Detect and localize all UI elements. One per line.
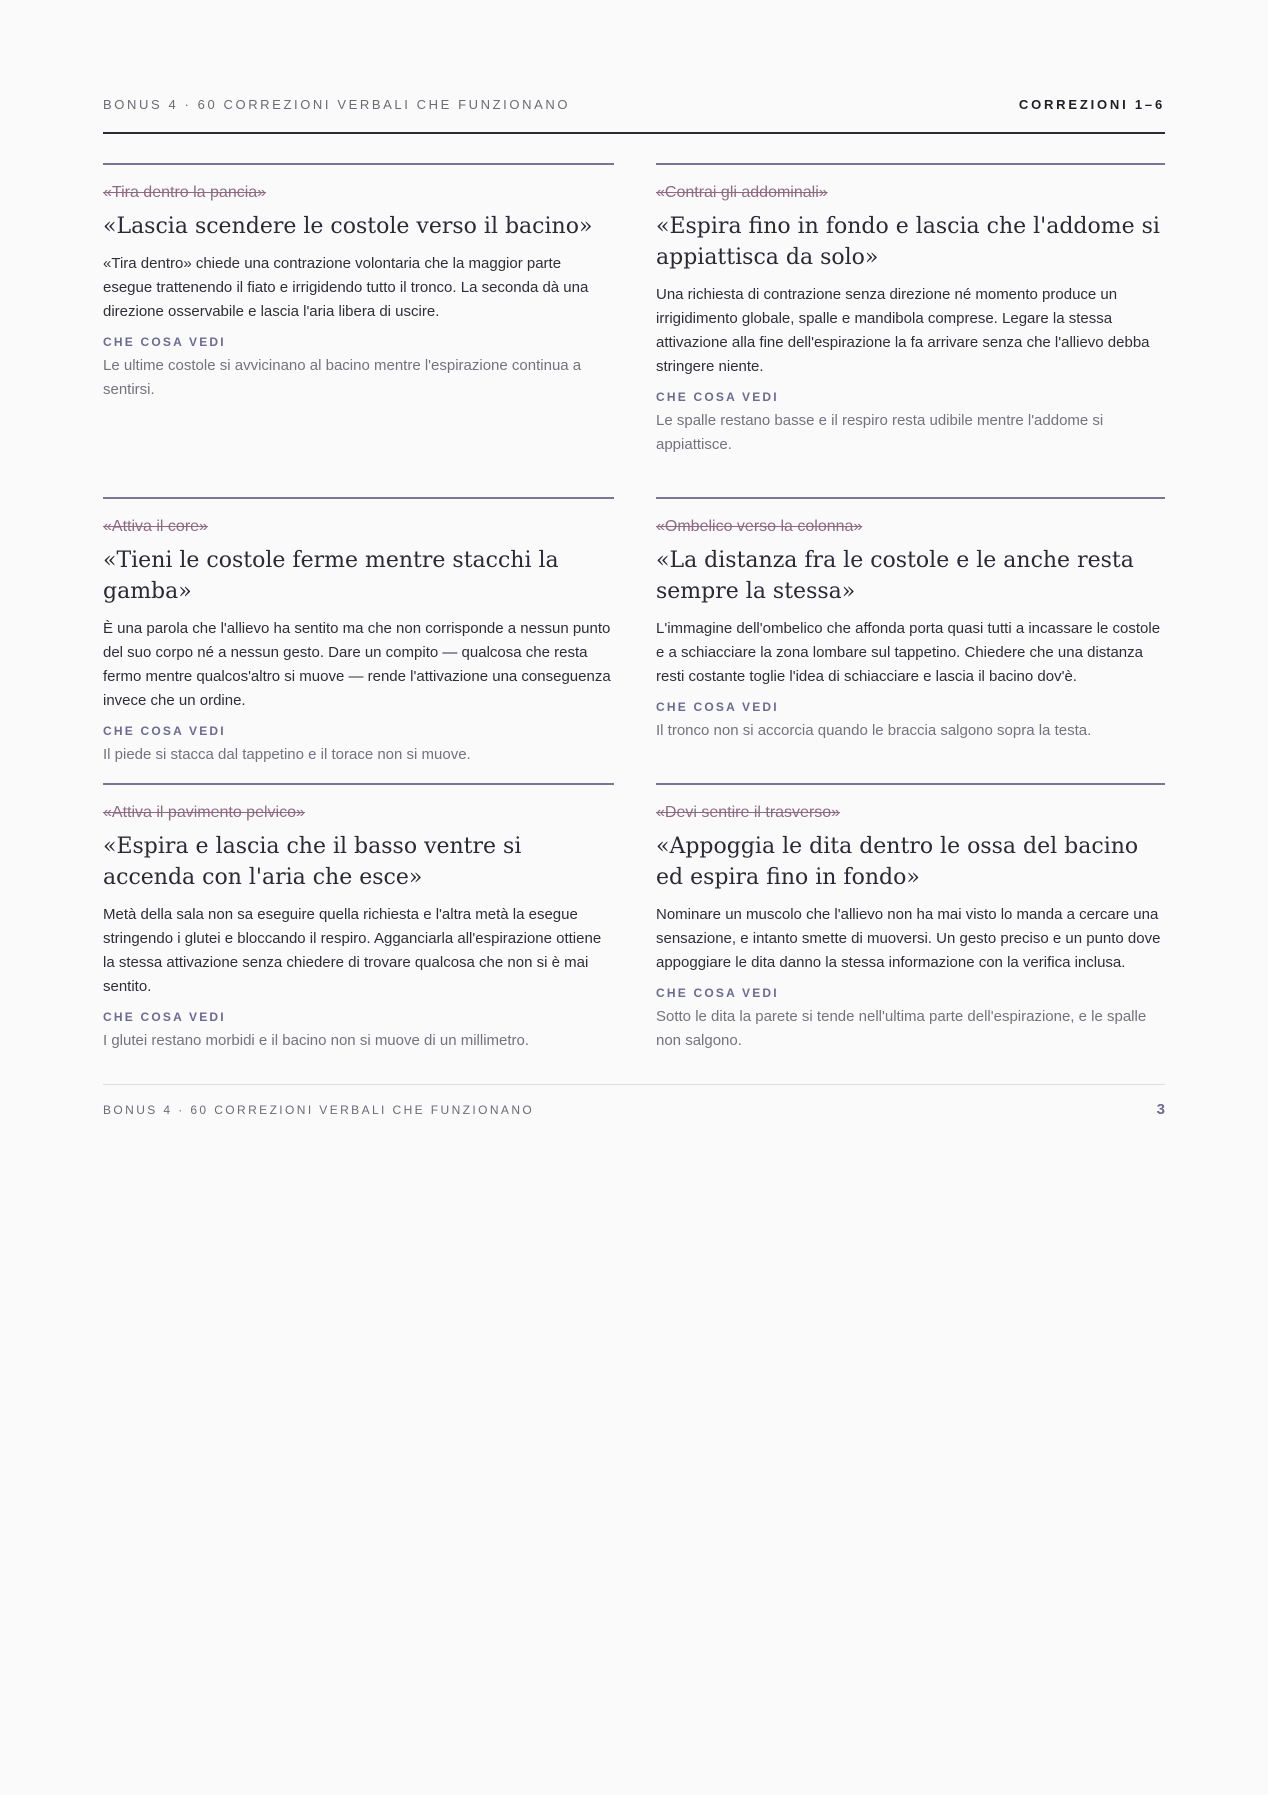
correct-cue: «Espira e lascia che il basso ventre si accenda con l'aria che esce» — [103, 834, 522, 890]
correction-card-3 — [103, 497, 614, 767]
explanation: L'immagine dell'ombelico che affonda porta quasi tutti a incassare le costole e a schiacciare la zona lombare sul tappetino. Chiedere che una distanza resti costante toglie l'idea di schiacciare e lascia il bacino dov'è. — [656, 620, 1161, 685]
what-you-see-label: CHE COSA VEDI — [103, 1010, 226, 1024]
what-you-see-label: CHE COSA VEDI — [656, 986, 779, 1000]
what-you-see-label: CHE COSA VEDI — [656, 700, 779, 714]
observation: I glutei restano morbidi e il bacino non si muove di un millimetro. — [103, 1032, 530, 1049]
header-title: BONUS 4 · 60 CORREZIONI VERBALI CHE FUNZIONANO — [103, 97, 571, 112]
correction-card-4 — [656, 497, 1165, 743]
explanation: Nominare un muscolo che l'allievo non ha mai visto lo manda a cercare una sensazione, e intanto smette di muoversi. Un gesto preciso e un punto dove appoggiare le dita danno la stessa informazione con la verifica inclusa. — [656, 906, 1161, 971]
correct-cue: «Lascia scendere le costole verso il bacino» — [103, 214, 593, 239]
header-range: CORREZIONI 1–6 — [1018, 97, 1165, 112]
correction-card-6 — [656, 783, 1165, 1053]
page-header — [103, 96, 1165, 134]
observation: Il tronco non si accorcia quando le braccia salgono sopra la testa. — [656, 722, 1092, 739]
what-you-see-label: CHE COSA VEDI — [103, 724, 226, 738]
correction-card-2 — [656, 163, 1165, 457]
what-you-see-label: CHE COSA VEDI — [656, 390, 779, 404]
wrong-cue: «Attiva il core» — [103, 518, 208, 535]
observation: Il piede si stacca dal tappetino e il torace non si muove. — [103, 746, 471, 763]
page-footer — [103, 1084, 1165, 1125]
correction-card-1 — [103, 163, 614, 402]
correct-cue: «La distanza fra le costole e le anche resta sempre la stessa» — [656, 548, 1134, 604]
explanation: Metà della sala non sa eseguire quella richiesta e l'altra metà la esegue stringendo i glutei e bloccando il respiro. Agganciarla all'espirazione ottiene la stessa attivazione senza chiedere di trovare qualcosa che non si è mai sentito. — [103, 906, 602, 995]
wrong-cue: «Tira dentro la pancia» — [103, 184, 267, 201]
observation: Le spalle restano basse e il respiro resta udibile mentre l'addome si appiattisce. — [656, 412, 1104, 453]
explanation: È una parola che l'allievo ha sentito ma che non corrisponde a nessun punto del suo corpo né a nessun gesto. Dare un compito — qualcosa che resta fermo mentre qualcos'altro si muove — rende l'attivazione una conseguenza invece che un ordine. — [103, 620, 611, 709]
what-you-see-label: CHE COSA VEDI — [103, 335, 226, 349]
observation: Sotto le dita la parete si tende nell'ultima parte dell'espirazione, e le spalle non salgono. — [656, 1008, 1147, 1049]
footer-title: BONUS 4 · 60 CORREZIONI VERBALI CHE FUNZIONANO — [103, 1103, 535, 1117]
observation: Le ultime costole si avvicinano al bacino mentre l'espirazione continua a sentirsi. — [103, 357, 582, 398]
explanation: Una richiesta di contrazione senza direzione né momento produce un irrigidimento globale, spalle e mandibola comprese. Legare la stessa attivazione alla fine dell'espirazione la fa arrivare senza che l'allievo debba stringere niente. — [656, 286, 1150, 375]
explanation: «Tira dentro» chiede una contrazione volontaria che la maggior parte esegue trattenendo il fiato e irrigidendo tutto il tronco. La seconda dà una direzione osservabile e lascia l'aria libera di uscire. — [103, 255, 589, 320]
page-number: 3 — [1156, 1101, 1165, 1118]
correct-cue: «Appoggia le dita dentro le ossa del bacino ed espira fino in fondo» — [656, 834, 1139, 890]
correct-cue: «Tieni le costole ferme mentre stacchi la gamba» — [103, 548, 559, 604]
wrong-cue: «Ombelico verso la colonna» — [656, 518, 863, 535]
correction-card-5 — [103, 783, 614, 1053]
wrong-cue: «Contrai gli addominali» — [656, 184, 828, 201]
wrong-cue: «Devi sentire il trasverso» — [656, 804, 841, 821]
correct-cue: «Espira fino in fondo e lascia che l'addome si appiattisca da solo» — [656, 214, 1160, 270]
wrong-cue: «Attiva il pavimento pelvico» — [103, 804, 305, 821]
